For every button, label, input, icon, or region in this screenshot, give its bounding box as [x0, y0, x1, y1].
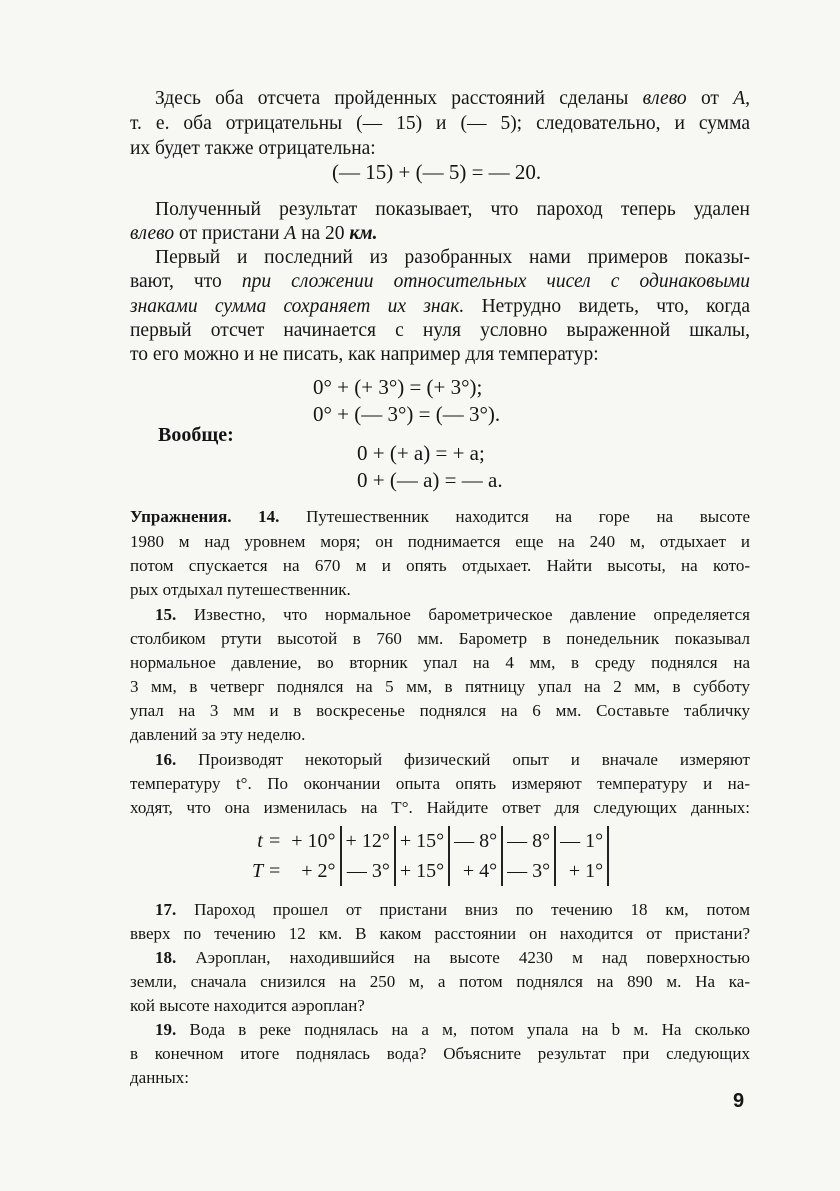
text-span: на 20: [296, 223, 350, 244]
table-row-t: [248, 826, 608, 856]
italic-span: А: [284, 223, 297, 244]
ex14-line2: 1980 м над уровнем моря; он поднимается еще на 240 м, отдыхает и: [130, 532, 750, 551]
ex15-line3: нормальное давление, во вторник упал на 4 мм, в среду поднялся на: [130, 653, 750, 672]
text-span: Полученный результат показывает, что пароход теперь удален: [155, 199, 750, 220]
ex15-line5: упал на 3 мм и в воскресенье поднялся на 6 мм. Составьте табличку: [130, 701, 750, 720]
text-span: от пристани: [174, 223, 285, 244]
table-cell: + 10°: [287, 826, 340, 856]
ex15-line4: 3 мм, в четверг поднялся на 5 мм, в пятницу упал на 2 мм, в субботу: [130, 677, 750, 696]
italic-span: А,: [733, 88, 751, 109]
ex16-line2: температуру t°. По окончании опыта опять измеряют температуру и на-: [130, 774, 750, 793]
table-cell: — 3°: [502, 856, 555, 886]
para3-line3: [130, 296, 750, 318]
table-cell: + 4°: [449, 856, 502, 886]
italic-span: при сложении относительных чисел с одинаковыми: [241, 271, 751, 292]
text-span: Пароход прошел от пристани вниз по течению 18 км, потом: [176, 900, 750, 919]
formula-5: 0 + (— a) = — a.: [357, 468, 503, 492]
para1-line3: их будет также отрицательна:: [130, 138, 376, 159]
para3-line4: первый отсчет начинается с нуля условно выраженной шкалы,: [130, 320, 750, 341]
italic-span: влево: [130, 223, 175, 244]
ex15-line2: столбиком ртути высотой в 760 мм. Барометр в понедельник показывал: [130, 629, 750, 648]
table-cell: + 15°: [395, 826, 449, 856]
ex16-line1: [130, 750, 750, 770]
table-cell: + 1°: [555, 856, 608, 886]
para1-line2: т. е. оба отрицательны (— 15) и (— 5); следовательно, и сумма: [130, 113, 750, 134]
text-span: Первый и последний из разобранных нами примеров показы-: [155, 247, 750, 268]
text-span: Известно, что нормальное барометрическое давление определяется: [176, 605, 750, 624]
ex19-line1: [130, 1020, 750, 1040]
para2-line2: [130, 223, 750, 245]
para3-line2: [130, 271, 750, 293]
ex18-line3: кой высоте находится аэроплан?: [130, 996, 365, 1015]
table-cell: — 3°: [341, 856, 395, 886]
para2-line1: [130, 199, 750, 221]
para3-line1: [130, 247, 750, 269]
table-cell: + 15°: [395, 856, 449, 886]
row-t-label: t =: [257, 829, 282, 852]
page-number: 9: [733, 1090, 745, 1112]
ex17-line1: [130, 900, 750, 920]
table-cell: — 8°: [502, 826, 555, 856]
para3-line5: то его можно и не писать, как например для температур:: [130, 344, 599, 365]
ex18-line2: земли, сначала снизился на 250 м, а потом поднялся на 890 м. На ка-: [130, 972, 750, 991]
bold-span: 17.: [155, 900, 177, 919]
table-cell: + 2°: [287, 856, 340, 886]
ex14-line1: [130, 507, 750, 527]
table-cell: + 12°: [341, 826, 395, 856]
vooobshe-label: Вообще:: [158, 424, 234, 446]
ex14-line3: потом спускается на 670 м и опять отдыхает. Найти высоты, на кото-: [130, 556, 750, 575]
italic-span: влево: [642, 88, 687, 109]
table-cell: — 8°: [449, 826, 502, 856]
formula-2: 0° + (+ 3°) = (+ 3°);: [313, 375, 483, 399]
bold-span: 15.: [155, 605, 177, 624]
ex15-line1: [130, 605, 750, 625]
formula-4: 0 + (+ a) = + a;: [357, 441, 485, 465]
text-span: вают, что: [130, 271, 242, 292]
ex14-line4: рых отдыхал путешественник.: [130, 580, 351, 599]
text-span: Производят некоторый физический опыт и вначале измеряют: [176, 750, 750, 769]
text-span: от: [686, 88, 734, 109]
ex17-line2: вверх по течению 12 км. В каком расстоянии он находится от пристани?: [130, 924, 750, 943]
bold-span: Упражнения. 14.: [130, 507, 280, 526]
temperature-table: [248, 826, 609, 886]
text-span: Аэроплан, находившийся на высоте 4230 м над поверхностью: [176, 948, 750, 967]
table-row-T: [248, 856, 608, 886]
formula-1: (— 15) + (— 5) = — 20.: [332, 160, 542, 184]
bold-span: 19.: [155, 1020, 177, 1039]
text-span: Здесь оба отсчета пройденных расстояний сделаны: [155, 88, 643, 109]
bold-span: 16.: [155, 750, 177, 769]
ex18-line1: [130, 948, 750, 968]
italic-span: км.: [349, 223, 378, 244]
para1-line1: [130, 88, 750, 110]
text-span: Вода в реке поднялась на a м, потом упала на b м. На сколько: [176, 1020, 750, 1039]
ex15-line6: давлений за эту неделю.: [130, 725, 306, 744]
ex19-line3: данных:: [130, 1068, 190, 1087]
ex16-line3: ходят, что она изменилась на T°. Найдите ответ для следующих данных:: [130, 798, 750, 817]
bold-span: 18.: [155, 948, 177, 967]
ex19-line2: в конечном итоге поднялась вода? Объясните результат при следующих: [130, 1044, 750, 1063]
text-span: Путешественник находится на горе на высоте: [279, 507, 750, 526]
italic-span: знаками сумма сохраняет их знак.: [130, 296, 465, 317]
text-span: Нетрудно видеть, что, когда: [464, 296, 750, 317]
formula-3: 0° + (— 3°) = (— 3°).: [313, 402, 501, 426]
row-T-label: T =: [252, 859, 282, 882]
table-cell: — 1°: [555, 826, 608, 856]
